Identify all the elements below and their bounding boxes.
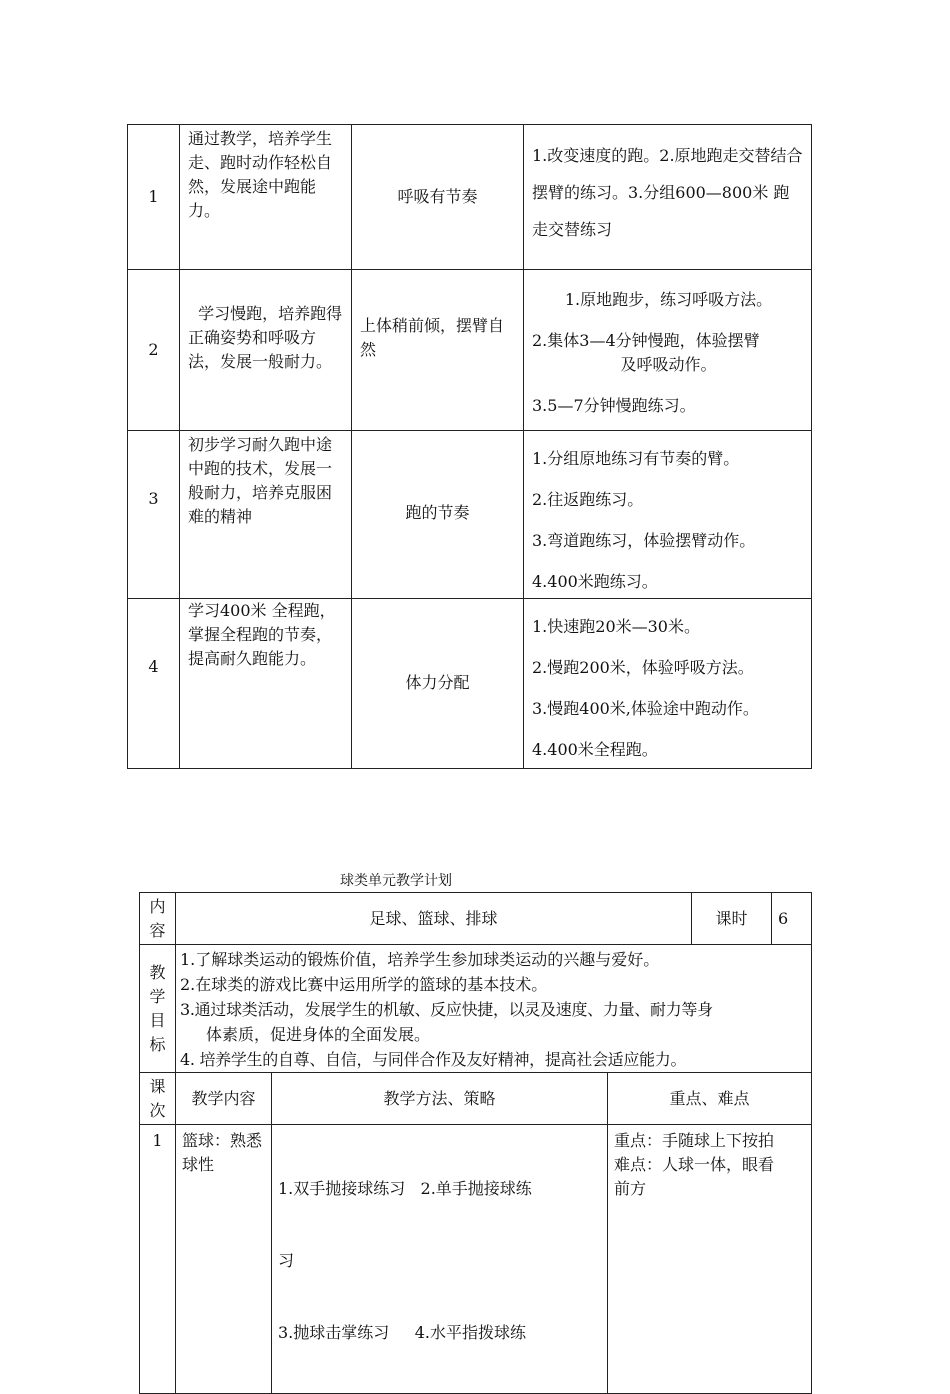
- focus-line: 难点：人球一体，眼看: [614, 1155, 775, 1174]
- table-row: [128, 270, 812, 431]
- hours-value: 6: [772, 893, 812, 945]
- content-value: 足球、篮球、排球: [176, 893, 692, 945]
- method-cell: [524, 599, 812, 769]
- goal-item: 3.通过球类活动，发展学生的机敏、反应快捷，以灵及速度、力量、耐力等身: [180, 1000, 713, 1019]
- method-line: 3.慢跑400米,体验途中跑动作。: [532, 699, 759, 718]
- content-row: [140, 893, 812, 945]
- goals-list: [176, 945, 812, 1073]
- table-row: [128, 125, 812, 270]
- focus-cell: [608, 1125, 812, 1394]
- focus-line: 前方: [614, 1179, 647, 1198]
- goals-label: 教 学 目 标: [140, 945, 176, 1073]
- session-header: 课 次: [140, 1073, 176, 1125]
- table-row: [128, 599, 812, 769]
- table-caption: 球类单元教学计划: [340, 873, 452, 889]
- table-row: [128, 431, 812, 599]
- method-cell: [524, 125, 812, 270]
- method-line: 1.双手抛接球练习 2.单手抛接球练: [278, 1179, 532, 1198]
- focus-line: 重点：手随球上下按拍: [614, 1131, 775, 1150]
- goal-item: 4. 培养学生的自尊、自信，与同伴合作及友好精神，提高社会适应能力。: [180, 1050, 687, 1069]
- method-line: 4.400米全程跑。: [532, 740, 658, 759]
- objective-cell: [180, 270, 352, 431]
- method-line: 习: [278, 1251, 295, 1270]
- method-cell: [524, 270, 812, 431]
- table-row: [140, 1125, 812, 1394]
- goal-item: 1.了解球类运动的锻炼价值，培养学生参加球类运动的兴趣与爱好。: [180, 950, 660, 969]
- ball-games-plan-table: [139, 892, 812, 1394]
- method-line: 3.5—7分钟慢跑练习。: [532, 396, 696, 415]
- content-label: 内 容: [140, 893, 176, 945]
- key-point-cell: 体力分配: [352, 599, 524, 769]
- objective-cell: 学习400米 全程跑，掌握全程跑的节奏，提高耐久跑能力。: [180, 599, 352, 769]
- objective-cell: 通过教学，培养学生走、跑时动作轻松自然，发展途中跑能力。: [180, 125, 352, 270]
- method-cell: [272, 1125, 608, 1394]
- objective-text: 学习慢跑，培养跑得正确姿势和呼吸方法，发展一般耐力。: [188, 304, 343, 371]
- method-line: 1.快速跑20米—30米。: [532, 617, 700, 636]
- session-number: 1: [140, 1125, 176, 1394]
- goal-item: 2.在球类的游戏比赛中运用所学的篮球的基本技术。: [180, 975, 548, 994]
- method-line: 2.慢跑200米，体验呼吸方法。: [532, 658, 754, 677]
- session-number: 4: [128, 599, 180, 769]
- content-header: 教学内容: [176, 1073, 272, 1125]
- method-line: 2.集体3—4分钟慢跑，体验摆臂: [532, 331, 760, 350]
- session-number: 3: [128, 431, 180, 599]
- method-line: 及呼吸动作。: [620, 355, 717, 374]
- header-row: [140, 1073, 812, 1125]
- key-point-cell: 呼吸有节奏: [352, 125, 524, 270]
- method-line: 3.抛球击掌练习 4.水平指拨球练: [278, 1323, 526, 1342]
- method-cell: [524, 431, 812, 599]
- objective-cell: 初步学习耐久跑中途中跑的技术，发展一般耐力，培养克服困难的精神: [180, 431, 352, 599]
- key-point-cell: 跑的节奏: [352, 431, 524, 599]
- method-header: 教学方法、策略: [272, 1073, 608, 1125]
- hours-label: 课时: [692, 893, 772, 945]
- session-number: 1: [128, 125, 180, 270]
- method-line: 1.原地跑步，练习呼吸方法。: [564, 290, 773, 309]
- key-point-cell: 上体稍前倾，摆臂自然: [352, 270, 524, 431]
- session-number: 2: [128, 270, 180, 431]
- running-plan-table: [127, 124, 812, 769]
- method-line: 3.弯道跑练习，体验摆臂动作。: [532, 531, 756, 550]
- goal-item: 体素质，促进身体的全面发展。: [206, 1025, 431, 1044]
- content-cell: 篮球：熟悉球性: [176, 1125, 272, 1394]
- method-line: 1.改变速度的跑。2.原地跑走交替结合摆臂的练习。3.分组600—800米 跑走交替练习: [532, 146, 803, 239]
- method-line: 4.400米跑练习。: [532, 572, 658, 591]
- method-line: 2.往返跑练习。: [532, 490, 644, 509]
- goals-row: [140, 945, 812, 1073]
- focus-header: 重点、难点: [608, 1073, 812, 1125]
- method-line: 1.分组原地练习有节奏的臂。: [532, 449, 740, 468]
